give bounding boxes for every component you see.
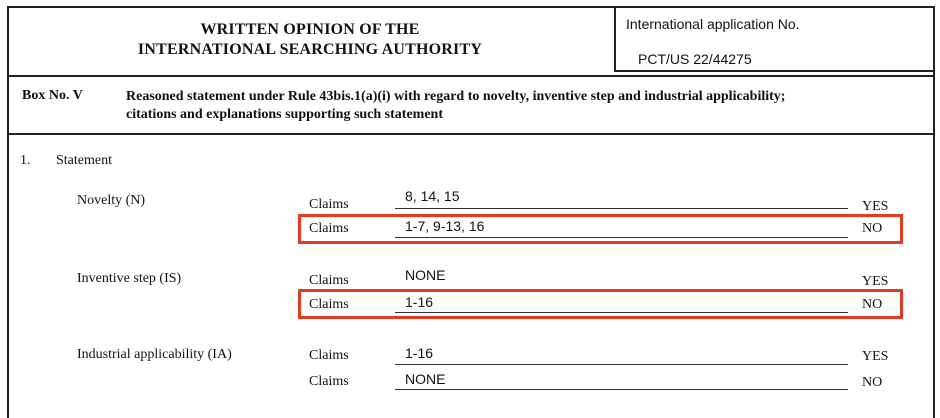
claims-value: 1-7, 9-13, 16 [405,218,485,234]
answer-yes: YES [862,199,889,214]
answer-yes: YES [862,349,889,364]
box-title [126,88,926,124]
claims-value: 1-16 [405,345,434,361]
highlight-box [298,214,903,244]
answer-no: NO [862,297,883,312]
category-label-novelty: Novelty (N) [77,193,146,208]
claims-word: Claims [309,348,349,363]
box-number: Box No. V [22,88,83,103]
claims-value: 1-16 [405,294,434,310]
answer-no: NO [862,375,883,390]
statement-number: 1. [20,153,31,168]
claims-word: Claims [309,297,349,312]
answer-no: NO [862,221,883,236]
claims-underline [395,389,848,390]
highlight-box [298,289,903,319]
claims-word: Claims [309,197,349,212]
document-title [100,20,520,60]
answer-yes: YES [862,274,889,289]
claims-underline [395,208,848,209]
claims-underline [395,312,848,313]
claims-underline [395,364,848,365]
category-label-industrial-applicability: Industrial applicability (IA) [77,347,232,362]
statement-label: Statement [56,153,112,168]
claims-word: Claims [309,374,349,389]
application-number-value: PCT/US 22/44275 [638,51,752,67]
box-title-line-2: citations and explanations supporting such statement [126,107,443,122]
document-title-line-1: WRITTEN OPINION OF THE [200,21,420,38]
box-title-line-1: Reasoned statement under Rule 43bis.1(a)(i) with regard to novelty, inventive step and industrial applicability; [126,89,786,104]
application-number-label: International application No. [626,16,800,32]
category-label-inventive-step: Inventive step (IS) [77,271,182,286]
claims-word: Claims [309,221,349,236]
claims-underline [395,237,848,238]
claims-value: NONE [405,371,446,387]
claims-value: NONE [405,267,446,283]
document-title-line-2: INTERNATIONAL SEARCHING AUTHORITY [137,41,483,58]
claims-word: Claims [309,273,349,288]
claims-value: 8, 14, 15 [405,188,460,204]
